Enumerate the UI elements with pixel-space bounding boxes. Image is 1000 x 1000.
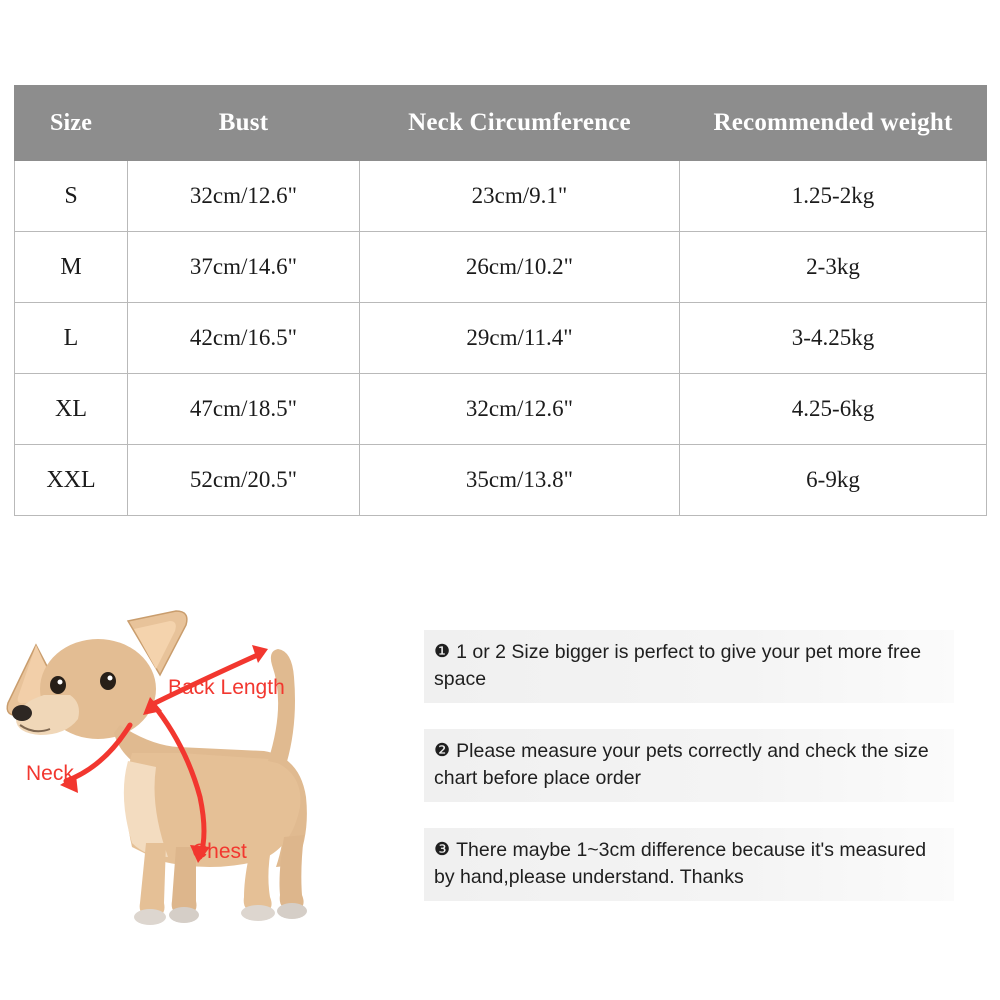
table-row [15, 303, 987, 374]
column-header-bust: Bust [128, 86, 360, 161]
label-back-length: Back Length [168, 676, 285, 699]
size-chart-section [14, 85, 986, 516]
size-chart-table [14, 85, 987, 516]
note-text: Please measure your pets correctly and check the size chart before place order [434, 740, 929, 789]
column-header-weight: Recommended weight [680, 86, 987, 161]
notes-list [424, 630, 954, 927]
column-header-size: Size [15, 86, 128, 161]
note-marker: ❸ [434, 839, 451, 859]
table-row [15, 232, 987, 303]
table-header-row [15, 86, 987, 161]
cell-size: XXL [15, 445, 128, 516]
table-row [15, 374, 987, 445]
cell-size: M [15, 232, 128, 303]
cell-bust: 32cm/12.6" [128, 161, 360, 232]
cell-bust: 42cm/16.5" [128, 303, 360, 374]
table-body [15, 161, 987, 516]
note-item [424, 729, 954, 802]
cell-bust: 52cm/20.5" [128, 445, 360, 516]
table-row [15, 161, 987, 232]
column-header-neck: Neck Circumference [360, 86, 680, 161]
cell-size: XL [15, 374, 128, 445]
note-marker: ❶ [434, 641, 451, 661]
cell-weight: 1.25-2kg [680, 161, 987, 232]
measurement-guide-section [0, 585, 1000, 985]
cell-size: S [15, 161, 128, 232]
cell-weight: 6-9kg [680, 445, 987, 516]
note-text: 1 or 2 Size bigger is perfect to give your pet more free space [434, 641, 922, 690]
note-item [424, 828, 954, 901]
note-marker: ❷ [434, 740, 451, 760]
cell-bust: 47cm/18.5" [128, 374, 360, 445]
cell-neck: 23cm/9.1" [360, 161, 680, 232]
table-header [15, 86, 987, 161]
table-row [15, 445, 987, 516]
cell-size: L [15, 303, 128, 374]
label-chest: Chest [192, 840, 247, 863]
cell-neck: 29cm/11.4" [360, 303, 680, 374]
cell-weight: 3-4.25kg [680, 303, 987, 374]
cell-weight: 4.25-6kg [680, 374, 987, 445]
cell-bust: 37cm/14.6" [128, 232, 360, 303]
note-item [424, 630, 954, 703]
cell-neck: 35cm/13.8" [360, 445, 680, 516]
cell-neck: 32cm/12.6" [360, 374, 680, 445]
label-neck: Neck [26, 762, 74, 785]
cell-weight: 2-3kg [680, 232, 987, 303]
cell-neck: 26cm/10.2" [360, 232, 680, 303]
note-text: There maybe 1~3cm difference because it's measured by hand,please understand. Thanks [434, 839, 927, 888]
